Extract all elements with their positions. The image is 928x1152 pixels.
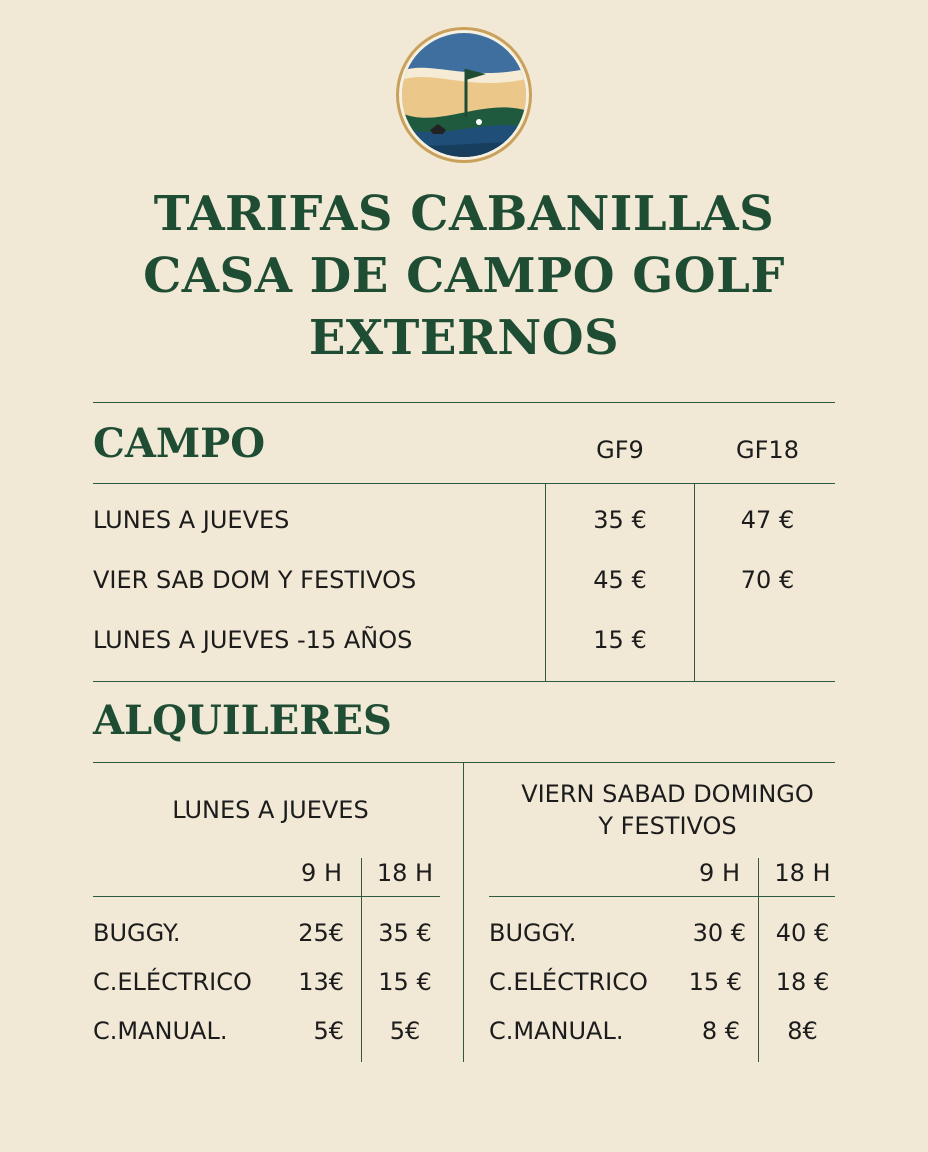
campo-header-divider [93, 483, 835, 484]
weekday-row-18h: 35 € [378, 919, 432, 947]
campo-row-gf9: 15 € [593, 626, 647, 654]
weekend-title-line-2: Y FESTIVOS [598, 812, 737, 840]
campo-row-gf9: 35 € [593, 506, 647, 534]
weekend-row-9h: 30 € [692, 919, 746, 947]
campo-col-gf18: GF18 [736, 436, 799, 464]
page-title [0, 183, 928, 369]
weekend-row-18h: 8€ [787, 1017, 818, 1045]
weekday-title: LUNES A JUEVES [172, 796, 369, 824]
title-line-2: CASA DE CAMPO GOLF [143, 248, 785, 304]
weekday-row-label: C.ELÉCTRICO [93, 968, 252, 996]
campo-row-gf9: 45 € [593, 566, 647, 594]
campo-row-gf18: 70 € [740, 566, 795, 594]
weekend-col-divider [758, 858, 759, 1062]
weekend-title-line-1: VIERN SABAD DOMINGO [521, 780, 814, 808]
campo-row-label: VIER SAB DOM Y FESTIVOS [93, 566, 417, 594]
weekday-col-18h: 18 H [376, 859, 434, 887]
weekday-row-9h: 25€ [298, 919, 344, 947]
weekend-row-label: C.MANUAL. [489, 1017, 624, 1045]
weekend-row-label: C.ELÉCTRICO [489, 968, 648, 996]
weekend-row-18h: 18 € [775, 968, 830, 996]
divider-top [93, 402, 835, 403]
campo-heading: CAMPO [93, 420, 266, 467]
weekday-row-18h: 5€ [389, 1017, 421, 1045]
weekend-col-18h: 18 H [774, 859, 831, 887]
campo-row-label: LUNES A JUEVES -15 AÑOS [93, 626, 413, 654]
alquileres-heading: ALQUILERES [93, 697, 392, 744]
weekday-row-9h: 5€ [313, 1017, 344, 1045]
title-line-1: TARIFAS CABANILLAS [153, 186, 775, 242]
weekday-row-label: BUGGY. [93, 919, 181, 947]
weekend-col-9h: 9 H [699, 859, 740, 887]
club-logo [394, 25, 534, 165]
weekend-row-18h: 40 € [775, 919, 830, 947]
campo-col-gf9: GF9 [596, 436, 644, 464]
alquileres-divider [93, 762, 835, 763]
weekday-row-9h: 13€ [298, 968, 344, 996]
weekend-row-9h: 8 € [701, 1017, 740, 1045]
campo-row-label: LUNES A JUEVES [93, 506, 290, 534]
weekend-row-label: BUGGY. [489, 919, 577, 947]
weekend-header-divider [489, 896, 835, 897]
campo-row-gf18: 47 € [740, 506, 795, 534]
alquileres-center-divider [463, 762, 464, 1062]
weekday-row-label: C.MANUAL. [93, 1017, 228, 1045]
weekday-header-divider [93, 896, 440, 897]
weekday-col-9h: 9 H [301, 859, 342, 887]
campo-bottom-divider [93, 681, 835, 682]
title-line-3: EXTERNOS [308, 310, 620, 366]
weekend-row-9h: 15 € [688, 968, 742, 996]
golf-flag-logo-icon [394, 25, 534, 165]
weekday-row-18h: 15 € [378, 968, 432, 996]
